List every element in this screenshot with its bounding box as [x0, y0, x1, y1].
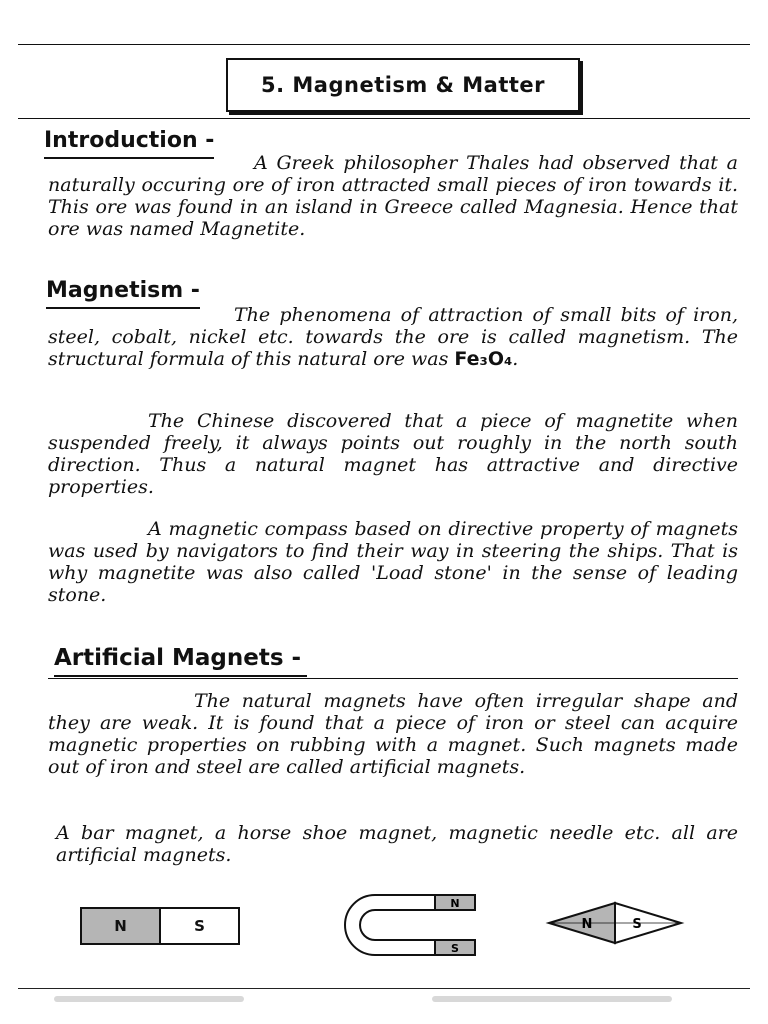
- introduction-paragraph: [48, 152, 738, 240]
- footer-rule: [18, 988, 750, 989]
- magnetism-text: The phenomena of attraction of small bits of iron, steel, cobalt, nickel etc. towards the ore is called magnetism. The structural formula of this natural ore was: [48, 304, 738, 370]
- introduction-heading: Introduction -: [44, 128, 214, 159]
- horseshoe-north-label: N: [450, 897, 460, 910]
- artificial-para1-text: The natural magnets have often irregular shape and they are weak. It is found that a piece of iron or steel can acquire magnetic properties on rubbing with a magnet. Such magnets made out of iron and steel are called artificial magnets.: [48, 690, 738, 778]
- introduction-text: A Greek philosopher Thales had observed that a naturally occuring ore of iron attracted small pieces of iron towards it. This ore was found in an island in Greece called Magnesia. Hence that ore was named Magnetite.: [48, 152, 738, 240]
- artificial-paragraph-2: [56, 822, 738, 866]
- magnetism-paragraph-2: [48, 410, 738, 498]
- magnetism-heading: Magnetism -: [46, 278, 200, 309]
- footer-bleed-left: [54, 996, 244, 1002]
- magnetic-needle-figure: [545, 897, 685, 949]
- magnetism-para2-text: The Chinese discovered that a piece of magnetite when suspended freely, it always points out roughly in the north south direction. Thus a natural magnet has attractive and directive properties.: [48, 410, 738, 498]
- needle-north-label: N: [581, 917, 593, 932]
- bar-magnet-figure: [80, 907, 240, 945]
- artificial-paragraph-1: [48, 690, 738, 778]
- artificial-magnets-heading: Artificial Magnets -: [54, 645, 307, 677]
- magnet-figures: [0, 885, 768, 965]
- horseshoe-south-label: S: [451, 942, 459, 955]
- needle-south-label: S: [632, 917, 642, 932]
- artificial-heading-rule: [48, 678, 738, 679]
- horseshoe-magnet-figure: [330, 885, 480, 965]
- chapter-title: 5. Magnetism & Matter: [226, 58, 580, 112]
- chemical-formula: Fe₃O₄: [454, 348, 513, 370]
- top-rule: [18, 44, 750, 45]
- artificial-para2-text: A bar magnet, a horse shoe magnet, magnetic needle etc. all are artificial magnets.: [56, 822, 738, 866]
- bar-magnet-north-pole: N: [82, 909, 161, 943]
- title-underline-rule: [18, 118, 750, 119]
- magnetism-para3-text: A magnetic compass based on directive property of magnets was used by navigators to find their way in steering the ships. That is why magnetite was also called 'Load stone' in the sense of leading stone.: [48, 518, 738, 606]
- magnetism-paragraph-1: The phenomena of attraction of small bits of iron, steel, cobalt, nickel etc. towards the ore is called magnetism. The structural formula of this natural ore was Fe₃O₄.: [48, 304, 738, 370]
- footer-bleed-right: [432, 996, 672, 1002]
- magnetism-paragraph-3: [48, 518, 738, 606]
- bar-magnet-south-pole: S: [161, 909, 238, 943]
